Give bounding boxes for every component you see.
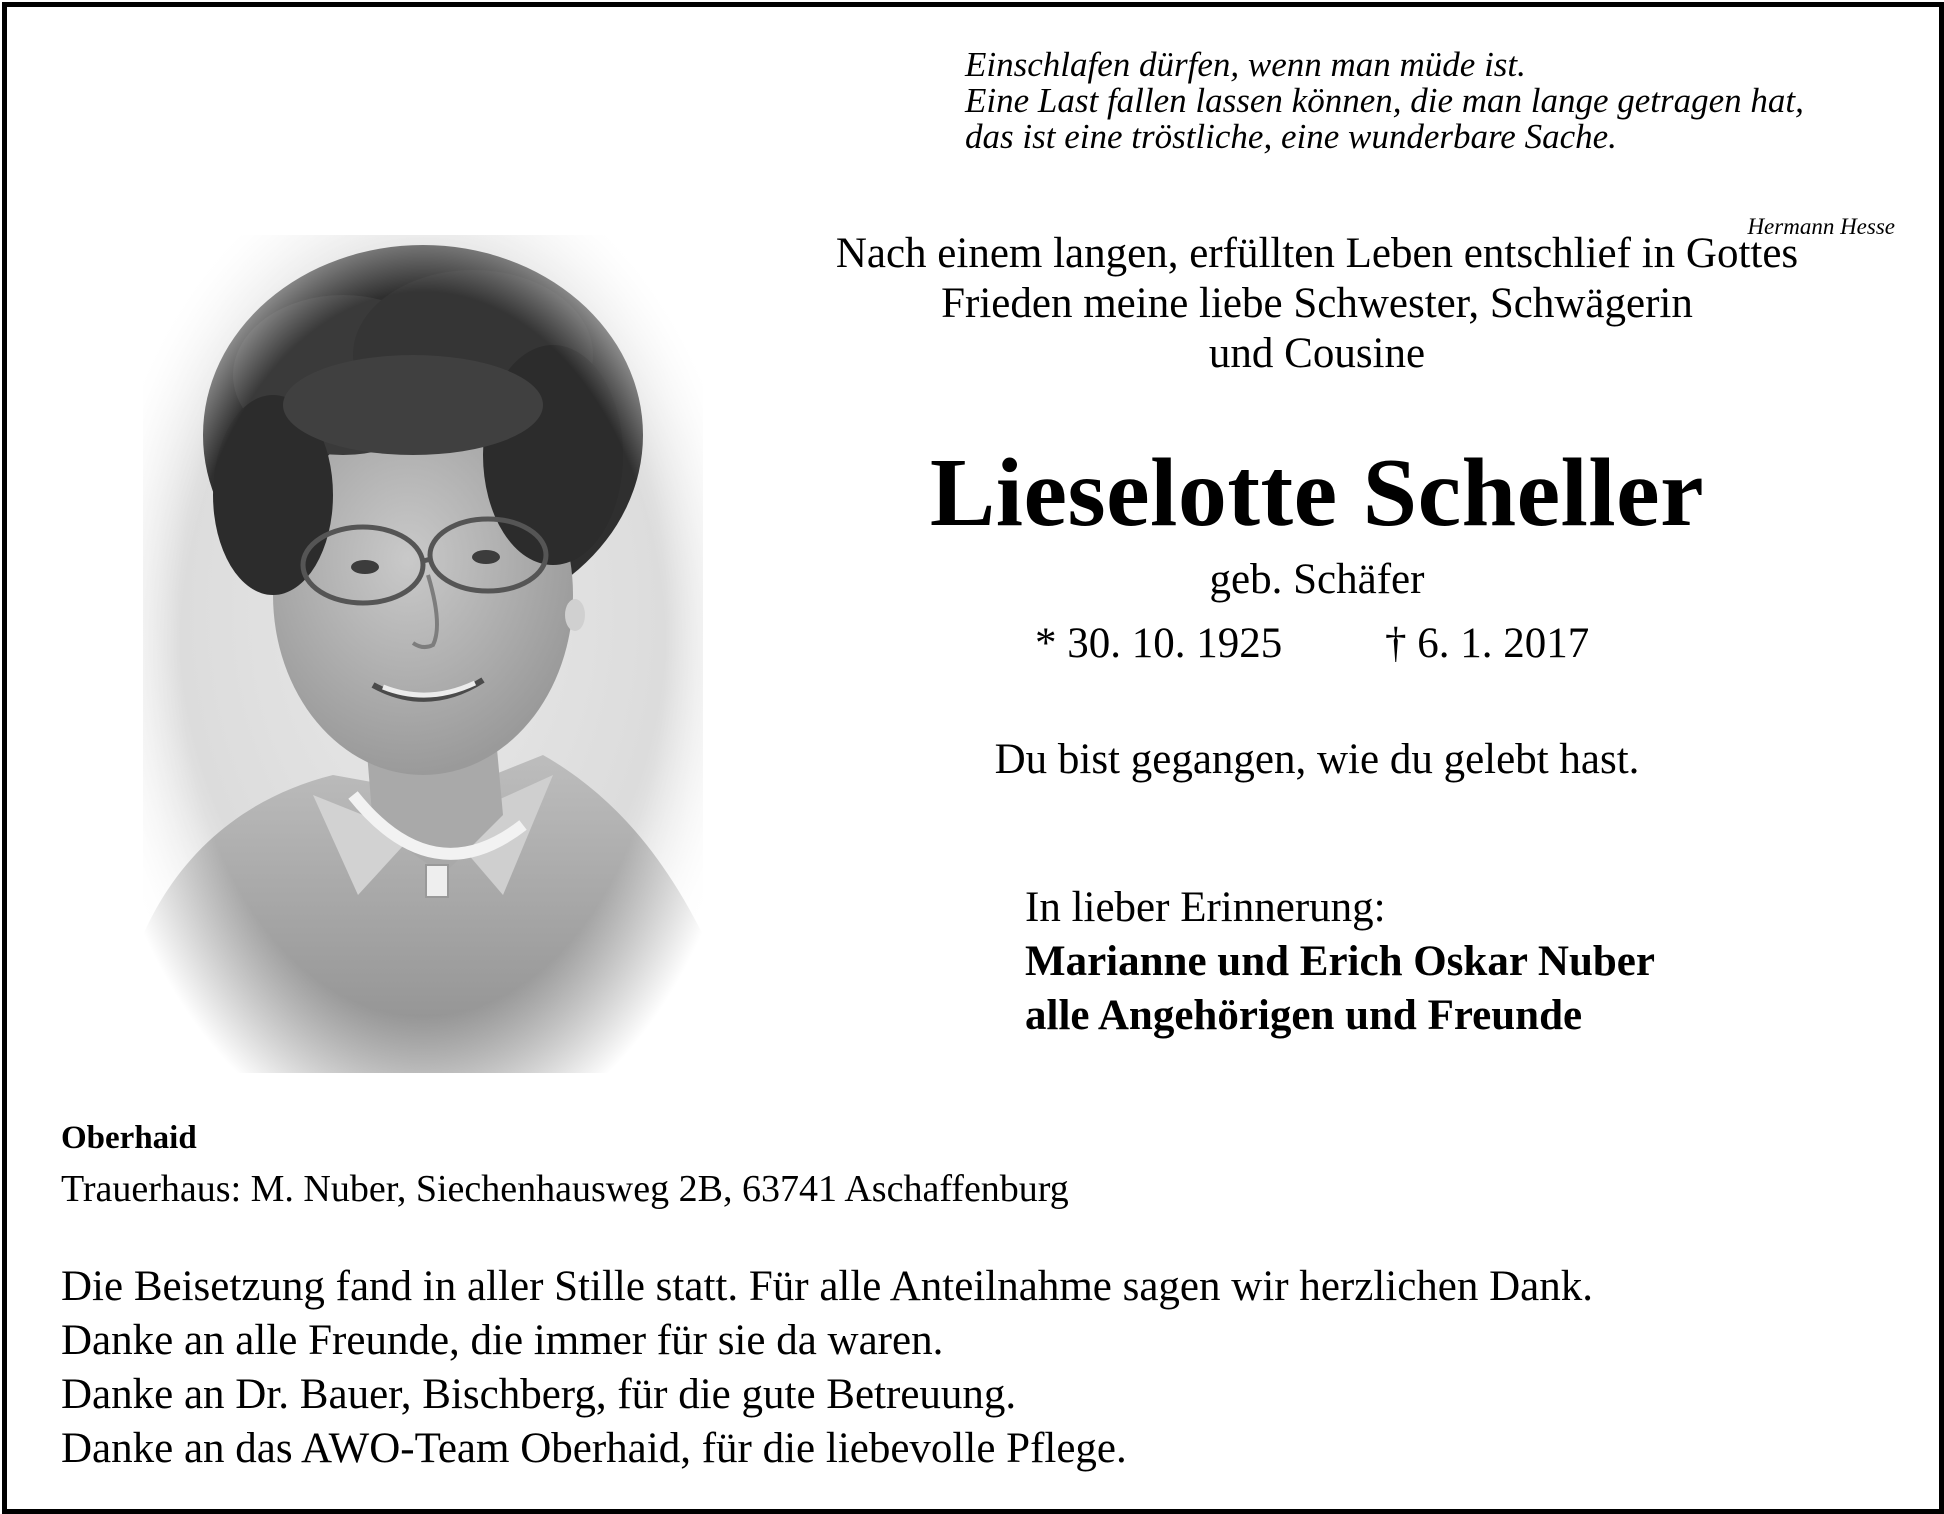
motto: Du bist gegangen, wie du gelebt hast. (994, 736, 1640, 783)
maiden-name: geb. Schäfer (1209, 556, 1425, 603)
memory-lead: In lieber Erinnerung: (1025, 884, 1386, 931)
quote-line: Eine Last fallen lassen können, die man lange getragen hat, (965, 81, 1804, 120)
portrait-photo (143, 235, 703, 1073)
intro-line: und Cousine (1208, 330, 1426, 377)
place-name: Oberhaid (61, 1120, 197, 1156)
mourner-line: Marianne und Erich Oskar Nuber (1025, 938, 1655, 985)
intro-text (732, 229, 1902, 379)
deceased-name: Lieselotte Scheller (929, 439, 1705, 547)
thanks-line: Danke an Dr. Bauer, Bischberg, für die gute Betreuung. (61, 1371, 1017, 1418)
quote-line: das ist eine tröstliche, eine wunderbare Sache. (965, 117, 1617, 156)
obituary-frame (2, 2, 1944, 1514)
portrait-illustration (143, 235, 703, 1073)
intro-line: Frieden meine liebe Schwester, Schwägerin (941, 280, 1693, 327)
memory-block (1025, 881, 1655, 1043)
quote-author: Hermann Hesse (1747, 214, 1895, 239)
death-date: † 6. 1. 2017 (1385, 620, 1590, 667)
thanks-block (61, 1260, 1593, 1476)
thanks-line: Danke an alle Freunde, die immer für sie da waren. (61, 1317, 944, 1364)
mourner-line: alle Angehörigen und Freunde (1025, 992, 1583, 1039)
intro-line: Nach einem langen, erfüllten Leben entschlief in Gottes (835, 230, 1799, 277)
thanks-line: Die Beisetzung fand in aller Stille statt. Für alle Anteilnahme sagen wir herzlichen Dank. (61, 1263, 1594, 1310)
thanks-line: Danke an das AWO-Team Oberhaid, für die liebevolle Pflege. (61, 1425, 1127, 1472)
quote-line: Einschlafen dürfen, wenn man müde ist. (965, 45, 1526, 84)
birth-date: * 30. 10. 1925 (1035, 620, 1283, 667)
quote-block (965, 45, 1895, 239)
mourning-house-address: Trauerhaus: M. Nuber, Siechenhausweg 2B, 63741 Aschaffenburg (61, 1168, 1069, 1210)
